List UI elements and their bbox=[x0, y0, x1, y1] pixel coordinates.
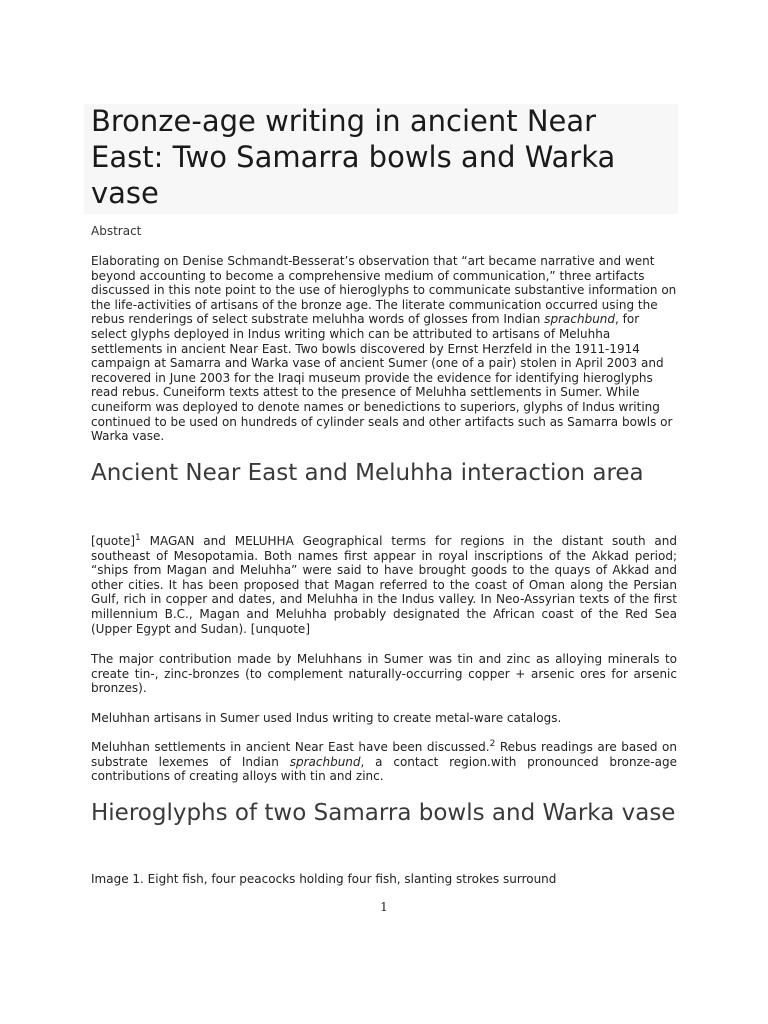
abstract-text-part2: , for select glyphs deployed in Indus writing which can be attributed to artisans of Meluhha settlements in ancient Near East. Two bowls discovered by Ernst Herzfeld in the 1911-1914 campaign at Samarra and Warka vase of ancient Sumer (one of a pair) stolen in April 2003 and recovered in June 2003 for the Iraqi museum provide the evidence for identifying hieroglyphs read rebus. Cuneiform texts attest to the presence of Meluhha settlements in Sumer. While cuneiform was deployed to denote names or benedictions to superiors, glyphs of Indus writing continued to be used on hundreds of cylinder seals and other artifacts such as Samarra bowls or Warka vase. bbox=[91, 312, 673, 444]
footnote-ref-2[interactable]: 2 bbox=[489, 739, 496, 749]
abstract-paragraph bbox=[91, 254, 677, 444]
settlements-paragraph bbox=[91, 740, 677, 784]
quote-paragraph bbox=[91, 534, 677, 636]
abstract-emphasis: sprachbund bbox=[544, 312, 616, 327]
document-title: Bronze-age writing in ancient Near East: Two Samarra bowls and Warka vase bbox=[91, 104, 616, 210]
quote-text: MAGAN and MELUHHA Geographical terms for regions in the distant south and southeast of Mesopotamia. Both names first appear in royal inscriptions of the Akkad period; “ships from Magan and Meluhha” were said to have brought goods to the quays of Akkad and other cities. It has been proposed that Magan referred to the coast of Oman along the Persian Gulf, rich in copper and dates, and Meluhha in the Indus valley. In Neo-Assyrian texts of the first millennium B.C., Magan and Meluhha probably designated the African coast of the Red Sea (Upper Egypt and Sudan). [unquote] bbox=[91, 534, 677, 636]
settlements-text-part3: , a contact region.with pronounced bronze-age contributions of creating alloys with tin and zinc. bbox=[91, 754, 677, 784]
image-caption: Image 1. Eight fish, four peacocks holding four fish, slanting strokes surround bbox=[91, 872, 557, 886]
metal-ware-paragraph: Meluhhan artisans in Sumer used Indus writing to create metal-ware catalogs. bbox=[91, 711, 562, 725]
abstract-label: Abstract bbox=[91, 224, 142, 238]
settlements-text-part1: Meluhhan settlements in ancient Near East have been discussed. bbox=[91, 740, 490, 754]
quote-open-marker: [quote] bbox=[91, 534, 136, 548]
abstract-text-part1: Elaborating on Denise Schmandt-Besserat’s observation that “art became narrative and went beyond accounting to become a comprehensive medium of communication,” three artifacts discussed in this note point to the use of hieroglyphs to communicate substantive information on the life-activities of artisans of the bronze age. The literate communication occurred using the rebus renderings of select substrate meluhha words of glosses from Indian bbox=[91, 254, 677, 327]
section-heading-hieroglyphs: Hieroglyphs of two Samarra bowls and Warka vase bbox=[91, 800, 676, 826]
tin-zinc-paragraph: The major contribution made by Meluhhans in Sumer was tin and zinc as alloying minerals to create tin-, zinc-bronzes (to complement naturally-occurring copper + arsenic ores for arsenic bronzes). bbox=[91, 652, 677, 696]
footnote-ref-1[interactable]: 1 bbox=[135, 533, 141, 543]
section-heading-near-east: Ancient Near East and Meluhha interaction area bbox=[91, 460, 644, 486]
page-number: 1 bbox=[380, 900, 388, 914]
settlements-emphasis: sprachbund bbox=[289, 754, 361, 769]
settlements-text-part2: Rebus readings are based on substrate lexemes of Indian bbox=[91, 740, 677, 769]
